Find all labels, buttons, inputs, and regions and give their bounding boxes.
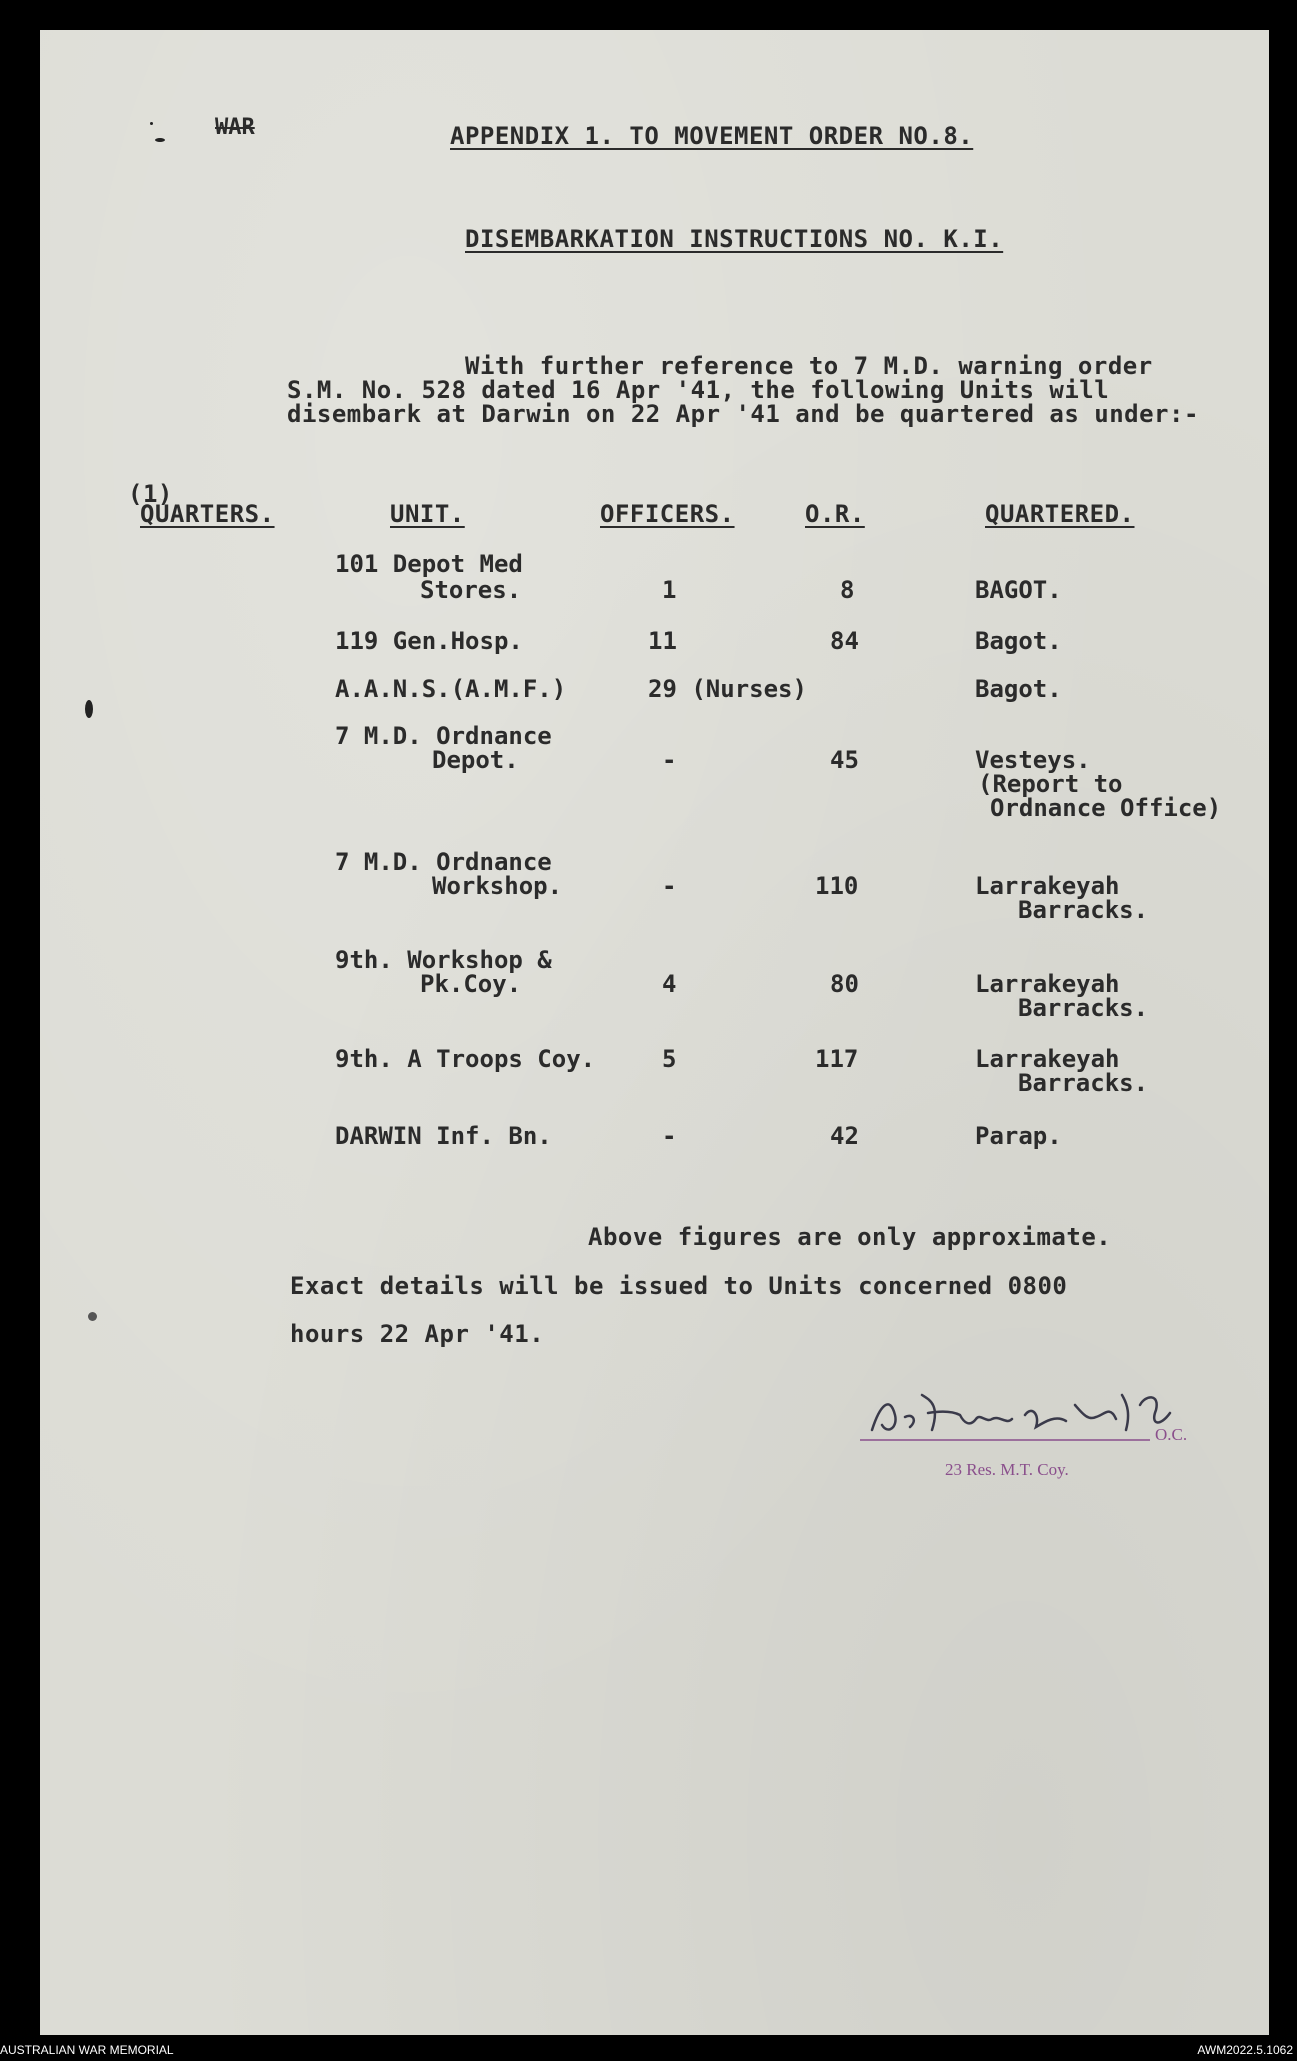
row-6-officers: 4	[662, 970, 677, 998]
row-5-unit-line-2: Workshop.	[432, 872, 563, 900]
ink-speck	[155, 138, 165, 142]
row-3-officers: 29 (Nurses)	[648, 675, 807, 703]
header-quarters: QUARTERS.	[140, 500, 275, 528]
intro-line-3: disembark at Darwin on 22 Apr '41 and be quartered as under:-	[287, 400, 1199, 428]
footer-reference: AWM2022.5.1062	[1197, 2043, 1293, 2057]
row-3-unit: A.A.N.S.(A.M.F.)	[335, 675, 567, 703]
row-5-or: 110	[815, 872, 859, 900]
punch-hole-mark	[88, 1312, 97, 1321]
header-officers: OFFICERS.	[600, 500, 735, 528]
section-number: (1)	[128, 480, 173, 508]
approximate-note: Above figures are only approximate.	[588, 1223, 1112, 1251]
row-8-officers: -	[662, 1122, 677, 1150]
row-4-quartered-line-3: Ordnance Office)	[990, 794, 1222, 822]
closing-line-2: hours 22 Apr '41.	[290, 1320, 545, 1348]
row-7-or: 117	[815, 1045, 859, 1073]
row-3-quartered: Bagot.	[975, 675, 1062, 703]
stamp-oc: O.C.	[1155, 1425, 1188, 1444]
header-or: O.R.	[805, 500, 865, 528]
row-7-quartered-line-1: Larrakeyah	[975, 1045, 1120, 1073]
row-7-quartered-line-2: Barracks.	[1018, 1069, 1149, 1097]
row-4-quartered-line-1: Vesteys.	[975, 746, 1091, 774]
intro-line-2: S.M. No. 528 dated 16 Apr '41, the following Units will	[287, 376, 1110, 404]
row-1-quartered: BAGOT.	[975, 576, 1062, 604]
footer-source: AUSTRALIAN WAR MEMORIAL	[0, 2043, 174, 2057]
row-4-unit-line-1: 7 M.D. Ordnance	[335, 722, 552, 750]
row-4-officers: -	[662, 746, 677, 774]
document-page	[40, 30, 1269, 2035]
row-7-unit: 9th. A Troops Coy.	[335, 1045, 596, 1073]
row-2-unit: 119 Gen.Hosp.	[335, 627, 523, 655]
punch-hole-mark	[85, 700, 93, 718]
row-1-officers: 1	[662, 576, 677, 604]
row-2-officers: 11	[648, 627, 677, 655]
header-quartered: QUARTERED.	[985, 500, 1135, 528]
document-subtitle: DISEMBARKATION INSTRUCTIONS NO. K.I.	[465, 225, 1004, 253]
row-2-quartered: Bagot.	[975, 627, 1062, 655]
document-title: APPENDIX 1. TO MOVEMENT ORDER NO.8.	[450, 122, 974, 150]
row-5-unit-line-1: 7 M.D. Ordnance	[335, 848, 552, 876]
row-6-unit-line-2: Pk.Coy.	[420, 970, 522, 998]
stamp-unit: 23 Res. M.T. Coy.	[945, 1460, 1069, 1479]
row-6-quartered-line-1: Larrakeyah	[975, 970, 1120, 998]
row-7-officers: 5	[662, 1045, 677, 1073]
row-6-or: 80	[830, 970, 859, 998]
row-6-unit-line-1: 9th. Workshop &	[335, 946, 552, 974]
row-1-unit-line-2: Stores.	[420, 576, 522, 604]
row-2-or: 84	[830, 627, 859, 655]
row-4-unit-line-2: Depot.	[432, 746, 519, 774]
row-5-officers: -	[662, 872, 677, 900]
row-8-or: 42	[830, 1122, 859, 1150]
row-1-or: 8	[840, 576, 855, 604]
row-1-unit-line-1: 101 Depot Med	[335, 550, 523, 578]
closing-line-1: Exact details will be issued to Units concerned 0800	[290, 1272, 1068, 1300]
crossed-word: WAR	[215, 115, 255, 140]
header-unit: UNIT.	[390, 500, 465, 528]
row-5-quartered-line-2: Barracks.	[1018, 896, 1149, 924]
intro-line-1: With further reference to 7 M.D. warning order	[465, 352, 1153, 380]
row-4-or: 45	[830, 746, 859, 774]
row-8-quartered: Parap.	[975, 1122, 1062, 1150]
row-5-quartered-line-1: Larrakeyah	[975, 872, 1120, 900]
row-8-unit: DARWIN Inf. Bn.	[335, 1122, 552, 1150]
row-4-quartered-line-2: (Report to	[978, 770, 1123, 798]
ink-speck	[150, 122, 153, 125]
row-6-quartered-line-2: Barracks.	[1018, 994, 1149, 1022]
